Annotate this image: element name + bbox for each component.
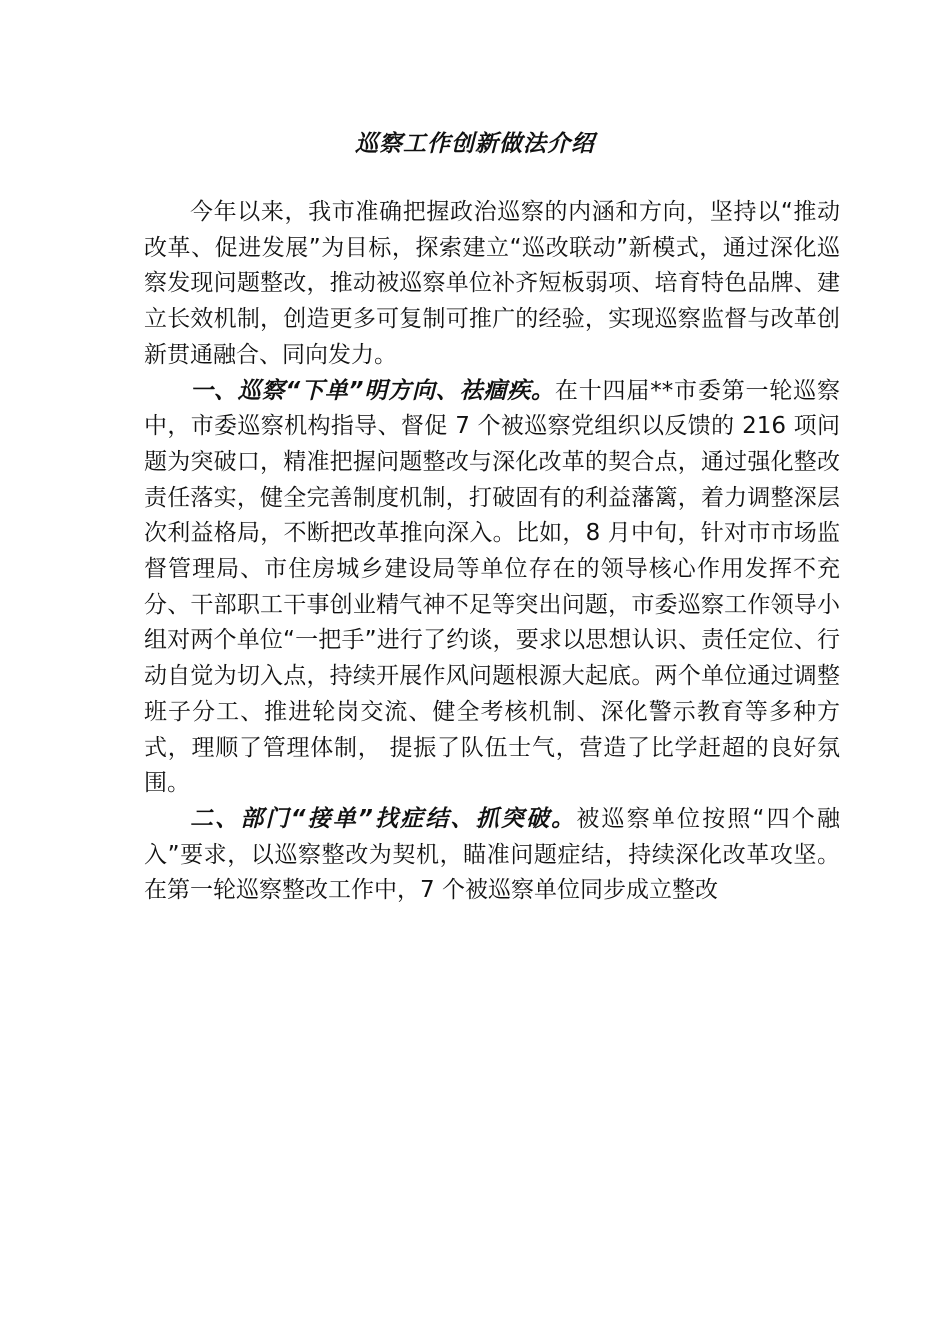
- paragraph-intro: [144, 195, 840, 374]
- document-title: 巡察工作创新做法介绍: [355, 131, 595, 157]
- paragraph-section-2: [144, 802, 840, 909]
- paragraph-section-1: [144, 374, 840, 802]
- section-1-text: 在十四届**市委第一轮巡察中，市委巡察机构指导、督促 7 个被巡察党组织以反馈的 216 项问题为突破口，精准把握问题整改与深化改革的契合点，通过强化整改责任落实，健全完善制度机制，打破固有的利益藩篱，着力调整深层次利益格局，不断把改革推向深入。比如，8 月中旬，针对市市场监督管理局、市住房城乡建设局等单位存在的领导核心作用发挥不充分、干部职工干事创业精气神不足等突出问题，市委巡察工作领导小组对两个单位“一把手”进行了约谈，要求以思想认识、责任定位、行动自觉为切入点，持续开展作风问题根源大起底。两个单位通过调整班子分工、推进轮岗交流、健全考核机制、深化警示教育等多种方式，理顺了管理体制， 提振了队伍士气，营造了比学赶超的良好氛围。: [144, 377, 840, 797]
- paragraph-intro-text: 今年以来，我市准确把握政治巡察的内涵和方向，坚持以“推动改革、促进发展”为目标，探索建立“巡改联动”新模式，通过深化巡察发现问题整改，推动被巡察单位补齐短板弱项、培育特色品牌、建立长效机制，创造更多可复制可推广的经验，实现巡察监督与改革创新贯通融合、同向发力。: [144, 199, 840, 368]
- document-body: [144, 195, 840, 909]
- section-2-heading: 二、部门“接单”找症结、抓突破。: [190, 805, 577, 832]
- section-1-heading: 一、巡察“下单”明方向、祛痼疾。: [190, 377, 555, 404]
- section-2-text: 被巡察单位按照“四个融入”要求，以巡察整改为契机，瞄准问题症结，持续深化改革攻坚。在第一轮巡察整改工作中，7 个被巡察单位同步成立整改: [144, 805, 840, 904]
